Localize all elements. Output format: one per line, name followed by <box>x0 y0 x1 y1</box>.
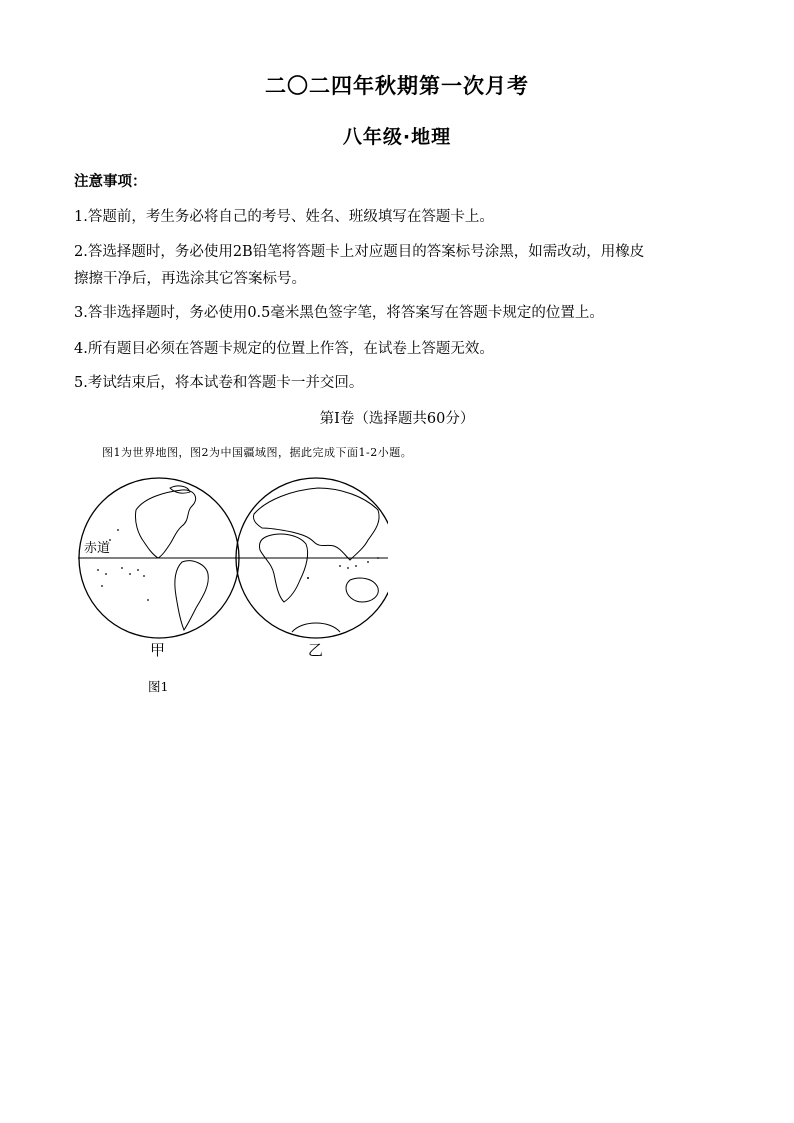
note-item-5: 5.考试结束后，将本试卷和答题卡一并交回。 <box>74 375 364 391</box>
equator-label: 赤道 <box>84 541 111 556</box>
hemisphere-label-yi: 乙 <box>308 641 324 659</box>
note-item-1: 1.答题前，考生务必将自己的考号、姓名、班级填写在答题卡上。 <box>74 209 494 225</box>
notes-heading: 注意事项： <box>74 174 147 190</box>
section-title: 第Ⅰ卷（选择题共60分） <box>319 411 475 427</box>
world-hemispheres-figure <box>78 470 388 670</box>
exam-title: 二〇二四年秋期第一次月考 <box>265 74 529 98</box>
note-item-4: 4.所有题目必须在答题卡规定的位置上作答，在试卷上答题无效。 <box>74 341 494 357</box>
note-item-3: 3.答非选择题时，务必使用0.5毫米黑色签字笔，将答案写在答题卡规定的位置上。 <box>74 305 604 321</box>
hemisphere-label-jia: 甲 <box>150 641 166 659</box>
figure-caption: 图1 <box>148 679 169 694</box>
exam-subtitle: 八年级·地理 <box>342 126 452 148</box>
question-intro: 图1为世界地图，图2为中国疆域图，据此完成下面1-2小题。 <box>102 446 413 459</box>
note-item-2-continued: 擦擦干净后，再选涂其它答案标号。 <box>74 271 306 287</box>
note-item-2: 2.答选择题时，务必使用2B铅笔将答题卡上对应题目的答案标号涂黑，如需改动，用橡皮 <box>74 244 645 260</box>
